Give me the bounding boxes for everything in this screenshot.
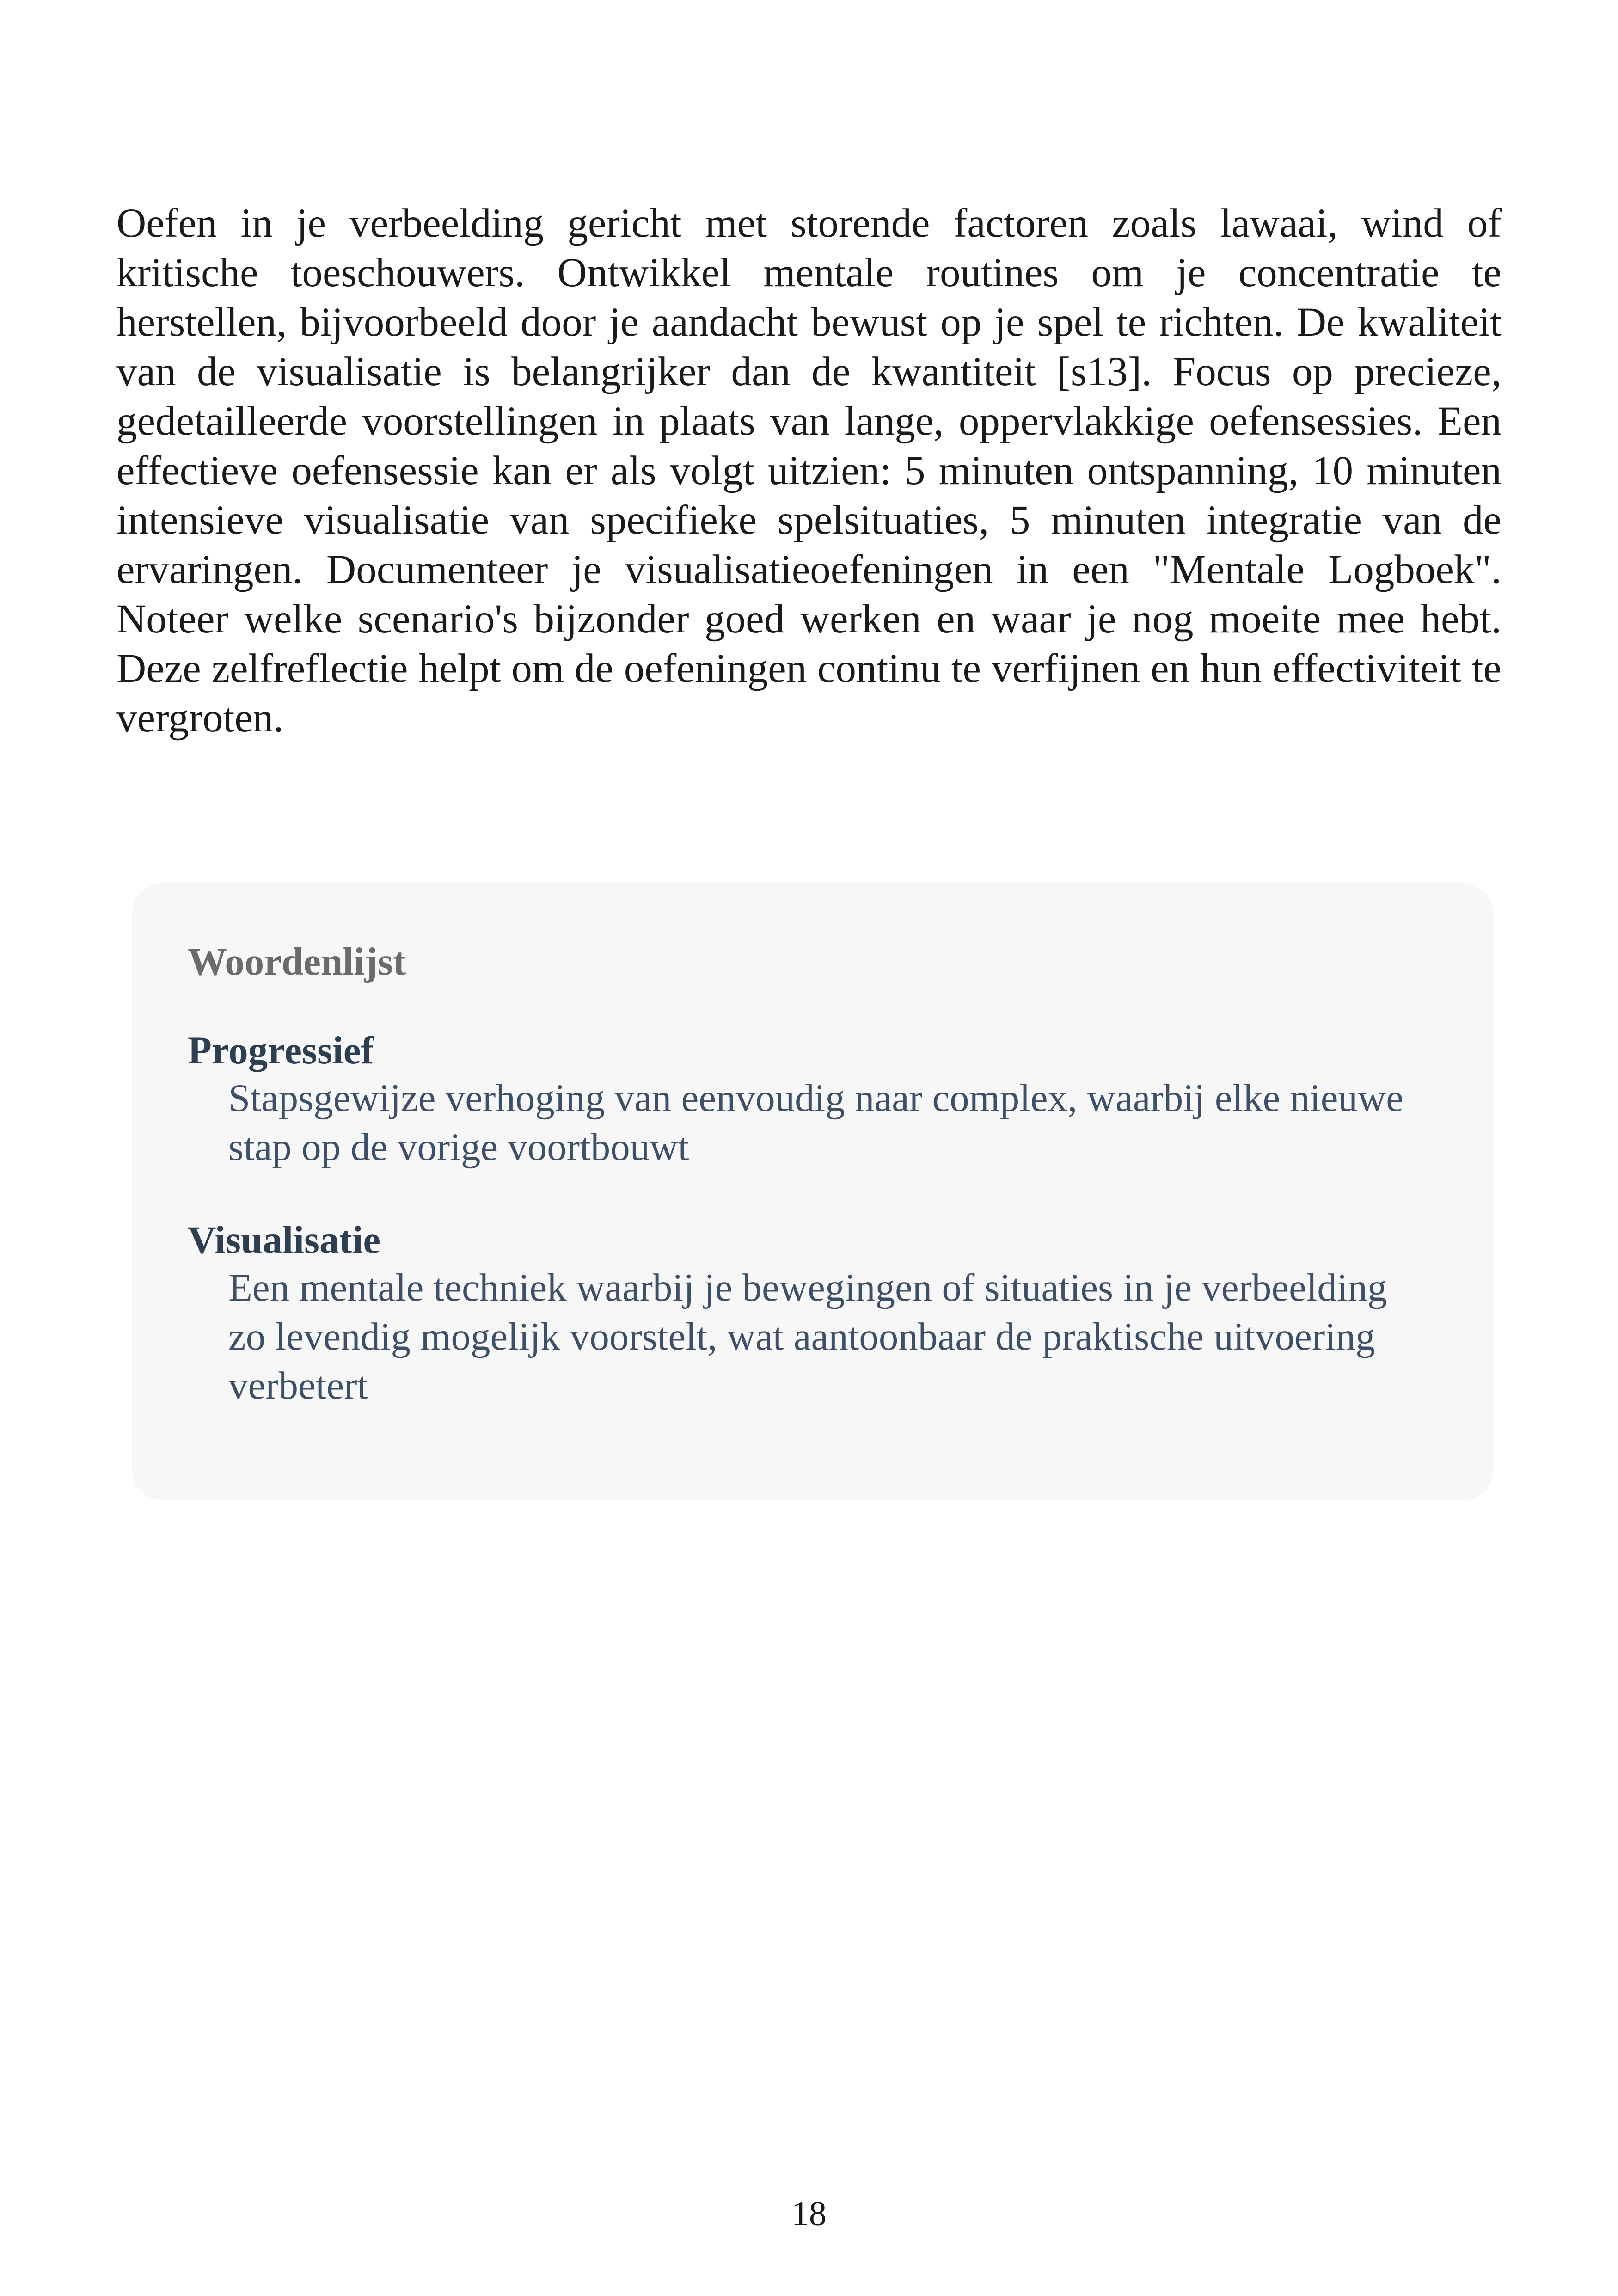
glossary-title: Woordenlijst bbox=[188, 940, 406, 983]
glossary-box bbox=[132, 883, 1493, 1500]
page-number: 18 bbox=[791, 2194, 827, 2233]
glossary-definition-progressief: Stapsgewijze verhoging van eenvoudig naar complex, waarbij elke nieuwe stap op de vorige voortbouwt bbox=[228, 1076, 1404, 1169]
glossary-term-progressief: Progressief bbox=[188, 1029, 374, 1072]
body-paragraph: Oefen in je verbeelding gericht met storende factoren zoals lawaai, wind of kritische toeschouwers. Ontwikkel mentale routines om je concentratie te herstellen, bijvoorbeeld door je aandacht bewust op je spel te richten. De kwaliteit van de visualisatie is belangrijker dan de kwantiteit [s13]. Focus op precieze, gedetailleerde voorstellingen in plaats van lange, oppervlakkige oefensessies. Een effectieve oefensessie kan er als volgt uitzien: 5 minuten ontspanning, 10 minuten intensieve visualisatie van specifieke spelsituaties, 5 minuten integratie van de ervaringen. Documenteer je visualisatieoefeningen in een "Mentale Logboek". Noteer welke scenario's bijzonder goed werken en waar je nog moeite mee hebt. Deze zelfreflectie helpt om de oefeningen continu te verfijnen en hun effectiviteit te vergroten. bbox=[116, 201, 1502, 741]
glossary-term-visualisatie: Visualisatie bbox=[188, 1218, 381, 1262]
glossary-definition-visualisatie: Een mentale techniek waarbij je bewegingen of situaties in je verbeelding zo levendig mogelijk voorstelt, wat aantoonbaar de praktische uitvoering verbetert bbox=[228, 1266, 1387, 1407]
